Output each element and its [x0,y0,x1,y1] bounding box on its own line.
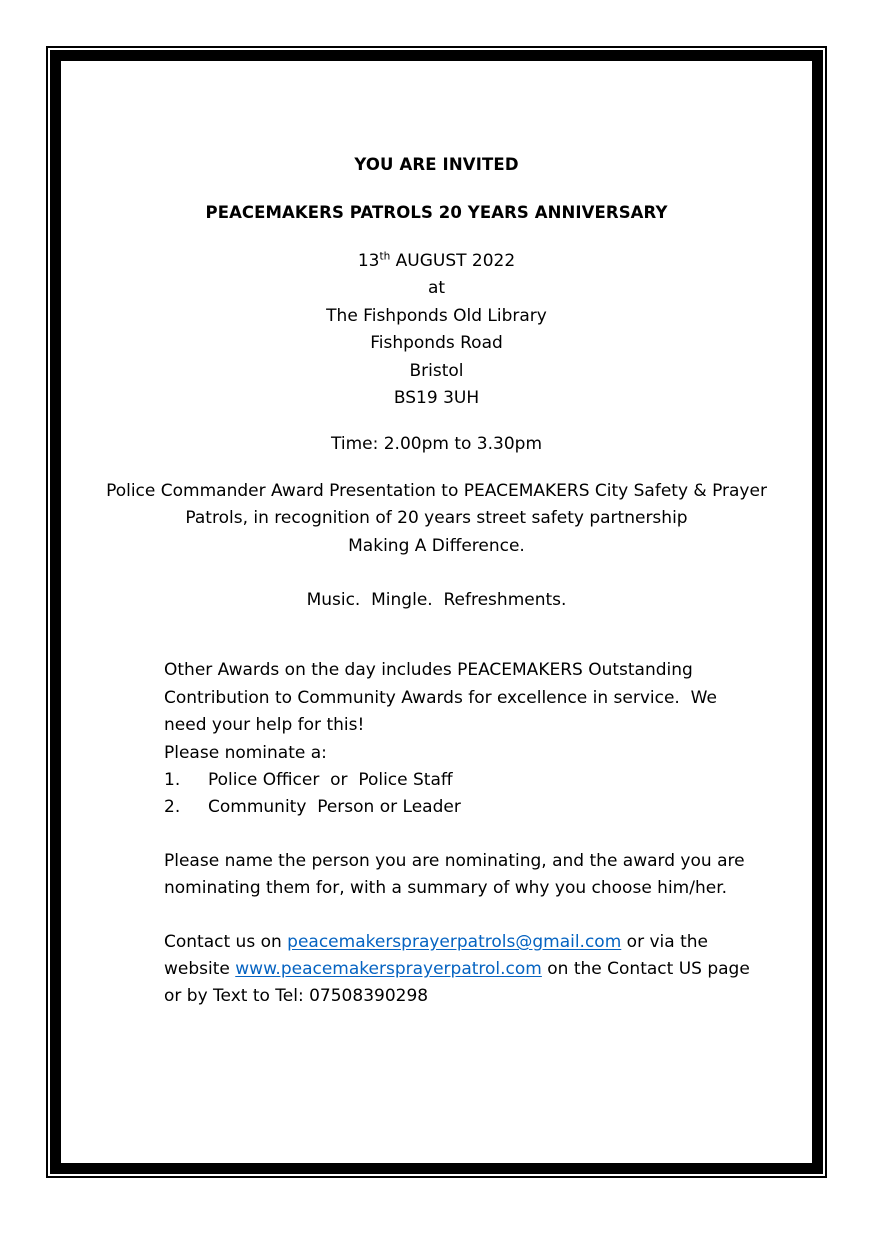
event-time: Time: 2.00pm to 3.30pm [330,434,542,455]
page-border-inner [50,50,823,1174]
heading-anniversary: PEACEMAKERS PATROLS 20 YEARS ANNIVERSARY [205,202,668,222]
spacer-before-other-awards [164,614,752,657]
event-date-day: 13 [357,250,380,271]
list-item [164,794,752,821]
event-date-rest: AUGUST 2022 [390,250,516,271]
website-link[interactable]: www.peacemakersprayerpatrol.com [235,959,542,980]
venue-postcode: BS19 3UH [393,387,480,408]
page-border-outer [46,46,827,1178]
venue-line-2: Fishponds Road [370,333,503,354]
nominate-prompt: Please nominate a: [164,742,327,763]
venue-line-1: The Fishponds Old Library [326,305,547,326]
list-item [164,767,752,794]
document-content [61,61,812,1163]
spacer-before-contact [164,903,752,929]
heading-you-are-invited: YOU ARE INVITED [354,155,519,174]
body-section [61,614,812,1010]
other-awards-paragraph: Other Awards on the day includes PEACEMAKERS Outstanding Contribution to Community Awards for excellence in service. We need your help for this! [164,660,723,736]
event-date [61,223,812,275]
header-section [61,61,812,614]
venue-line-3: Bristol [409,360,464,381]
making-a-difference-line: Making A Difference. [348,535,525,556]
spacer-before-award [61,459,812,478]
music-mingle-refreshments-line: Music. Mingle. Refreshments. [306,590,567,610]
nominee-options-list [164,767,752,822]
award-presentation-paragraph: Police Commander Award Presentation to PEACEMAKERS City Safety & Prayer Patrols, in recognition of 20 years street safety partnership [106,480,773,529]
list-item-label: Community Person or Leader [208,797,461,818]
spacer-before-music [61,560,812,587]
spacer-before-time [61,412,812,431]
list-item-number: 2. [164,797,181,818]
nomination-instructions: Please name the person you are nominating, and the award you are nominating them for, with a summary of why you choose him/her. [164,850,750,899]
contact-middle: or via the website [164,931,714,980]
spacer-before-instructions [164,822,752,848]
event-date-ordinal: th [379,250,391,263]
at-label: at [427,278,446,299]
contact-paragraph [164,929,756,1011]
contact-suffix: on the Contact US page or by Text to Tel: 07508390298 [164,959,756,1007]
email-link[interactable]: peacemakersprayerpatrols@gmail.com [287,931,622,952]
list-item-label: Police Officer or Police Staff [208,770,453,791]
list-item-number: 1. [164,770,181,791]
contact-prefix: Contact us on [164,931,288,952]
